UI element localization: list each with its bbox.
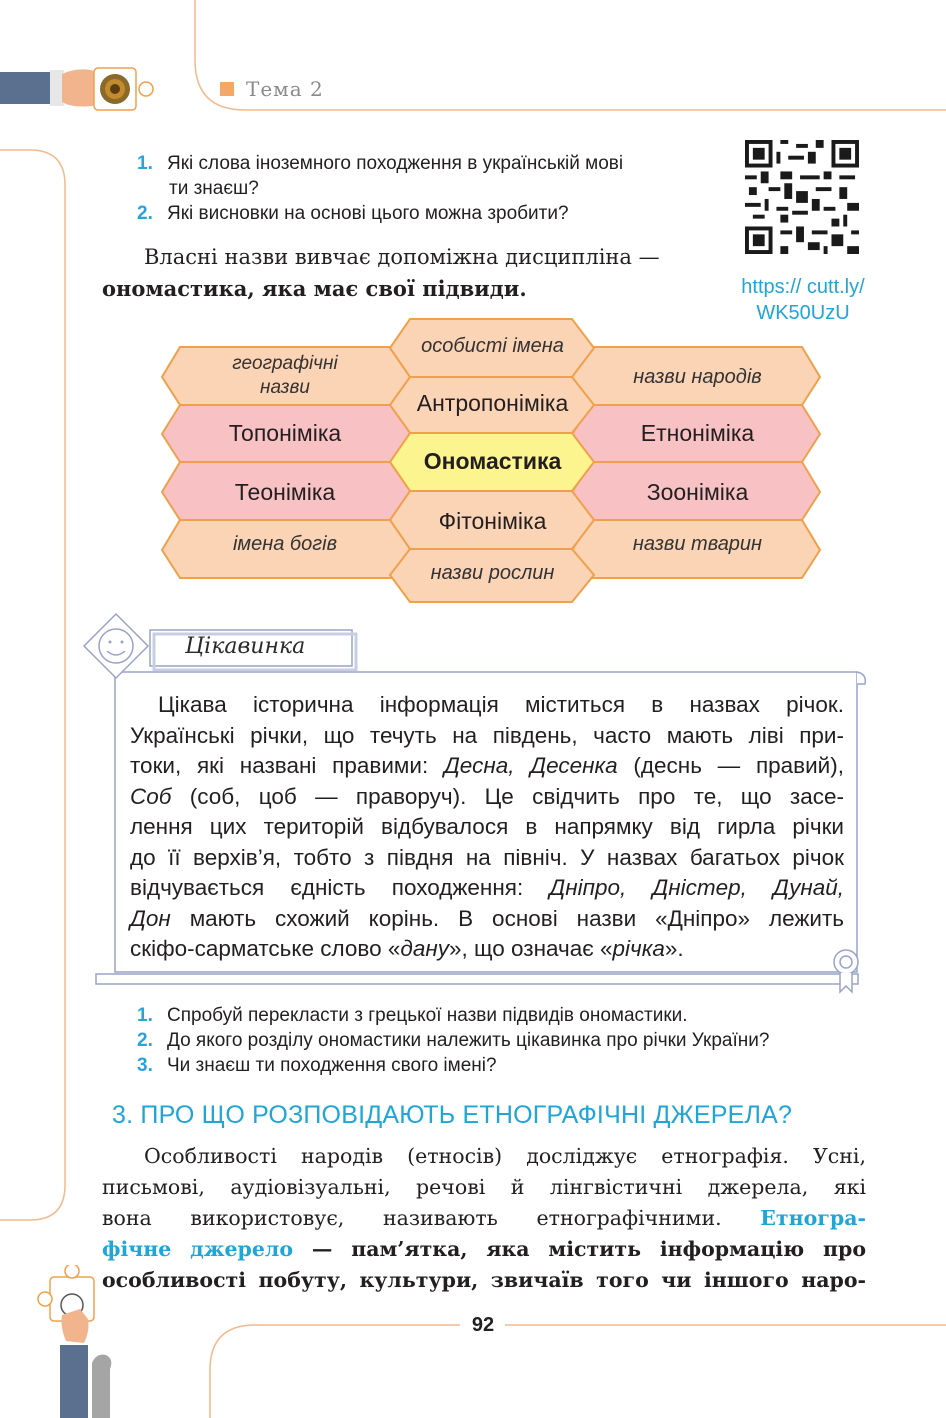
question-number: 1.: [137, 1005, 153, 1026]
intro-term: ономастика: [102, 276, 248, 301]
qr-link-line: https:// cutt.ly/: [741, 276, 865, 298]
section-paragraph: [102, 1141, 866, 1296]
topic-label: Тема 2: [246, 77, 324, 101]
question-text-cont: ти знаєш?: [169, 178, 259, 199]
question-text: Чи знаєш ти походження свого імені?: [167, 1055, 497, 1076]
etnonimika-sub: назви народів: [633, 366, 762, 388]
zoonimika-label: Зооніміка: [646, 479, 749, 505]
fact-line: Цікава історична інформація міститься в назвах річок.: [158, 692, 844, 717]
toponimika-sub-line: географічні: [232, 353, 338, 374]
question-text: До якого розділу ономастики належить цікавинка про річки України?: [167, 1030, 770, 1051]
intro-line: Власні назви вивчає допоміжна дисципліна —: [144, 245, 660, 269]
page-number: 92: [471, 1314, 495, 1336]
fact-box-title: Цікавинка: [185, 634, 306, 659]
antroponimika-sub: особисті імена: [421, 335, 564, 357]
section-text: — пам’ятка, яка містить інформацію про: [293, 1237, 866, 1261]
teonimika-label: Теоніміка: [234, 479, 336, 505]
section-text: вона використовує, називають етнографічними.: [102, 1206, 761, 1230]
fact-text: (соб, цоб — праворуч). Це свідчить про те, що засе-: [171, 783, 844, 809]
question-number: 2.: [137, 1030, 153, 1051]
fact-text: ».: [664, 936, 684, 961]
question-item: [137, 1028, 877, 1053]
fact-line: лення цих територій відбувалося в напрямку від гирла річки: [130, 814, 844, 839]
toponimika-sub-line: назви: [260, 377, 310, 398]
fitonimika-sub: назви рослин: [430, 562, 555, 584]
fact-italic: Дніпро, Дністер, Дунай,: [549, 875, 844, 900]
fact-text: відчувається єдність походження:: [130, 875, 550, 900]
qr-link-line: WK50UzU: [756, 302, 850, 324]
section-line: письмові, аудіовізуальні, речові й лінгвістичні джерела, які: [102, 1175, 866, 1199]
questions-top: [137, 151, 737, 226]
intro-line: , яка має свої підвиди.: [247, 276, 527, 301]
question-text: Які висновки на основі цього можна зробити?: [167, 203, 569, 224]
section-line: особливості побуту, культури, звичаїв того чи іншого наро-: [102, 1268, 866, 1292]
section-term: Етногра-: [760, 1206, 866, 1230]
hand-puzzle-icon: [0, 62, 160, 122]
fact-italic: дану: [400, 936, 449, 961]
question-item: [137, 1003, 877, 1028]
question-item: [137, 1053, 877, 1078]
etnonimika-label: Етноніміка: [640, 420, 755, 446]
fact-line: до її верхів’я, тобто з півдня на північ. У назвах багатьох річок: [130, 844, 844, 870]
zoonimika-sub: назви тварин: [632, 533, 763, 555]
onomastyka-center-label: Ономастика: [423, 448, 562, 474]
fact-text: токи, які названі правими:: [130, 753, 444, 778]
fact-italic: річка: [612, 936, 665, 961]
question-number: 1.: [137, 153, 153, 174]
intro-paragraph: [102, 241, 722, 305]
question-text: Які слова іноземного походження в українській мові: [167, 153, 624, 174]
fact-text: мають схожий корінь. В основі назви «Дніпро» лежить: [170, 905, 844, 931]
section-term: фічне джерело: [102, 1237, 294, 1261]
fact-text: скіфо-сарматське слово «: [130, 936, 401, 961]
section-line: Особливості народів (етносів) досліджує етнографія. Усні,: [144, 1144, 866, 1168]
teonimika-sub: імена богів: [232, 533, 338, 555]
hand-puzzle-bottom-icon: [30, 1265, 140, 1418]
fact-line: Українські річки, що течуть на південь, часто мають ліві при-: [130, 722, 844, 748]
toponimika-label: Топоніміка: [228, 420, 342, 446]
antroponimika-label: Антропоніміка: [416, 390, 569, 416]
topic-marker: [220, 82, 234, 96]
fact-italic: Дон: [130, 905, 171, 931]
fact-italic: Соб: [130, 783, 172, 809]
fact-text: », що означає «: [448, 936, 613, 961]
questions-bottom: [137, 1003, 877, 1078]
question-text: Спробуй перекласти з грецької назви підвидів ономастики.: [167, 1005, 688, 1026]
qr-code-icon[interactable]: [745, 140, 859, 254]
question-number: 3.: [137, 1055, 153, 1076]
fact-italic: Десна, Десенка: [443, 753, 618, 778]
question-item: [137, 201, 737, 226]
toponimika-sub: [180, 352, 390, 400]
question-item: [137, 151, 737, 176]
question-number: 2.: [137, 203, 153, 224]
fact-box-text: [130, 690, 844, 965]
section-heading: 3. ПРО ЩО РОЗПОВІДАЮТЬ ЕТНОГРАФІЧНІ ДЖЕРЕЛА?: [112, 1101, 793, 1129]
fact-text: (деснь — правий),: [617, 753, 844, 778]
fitonimika-label: Фітоніміка: [438, 508, 547, 534]
